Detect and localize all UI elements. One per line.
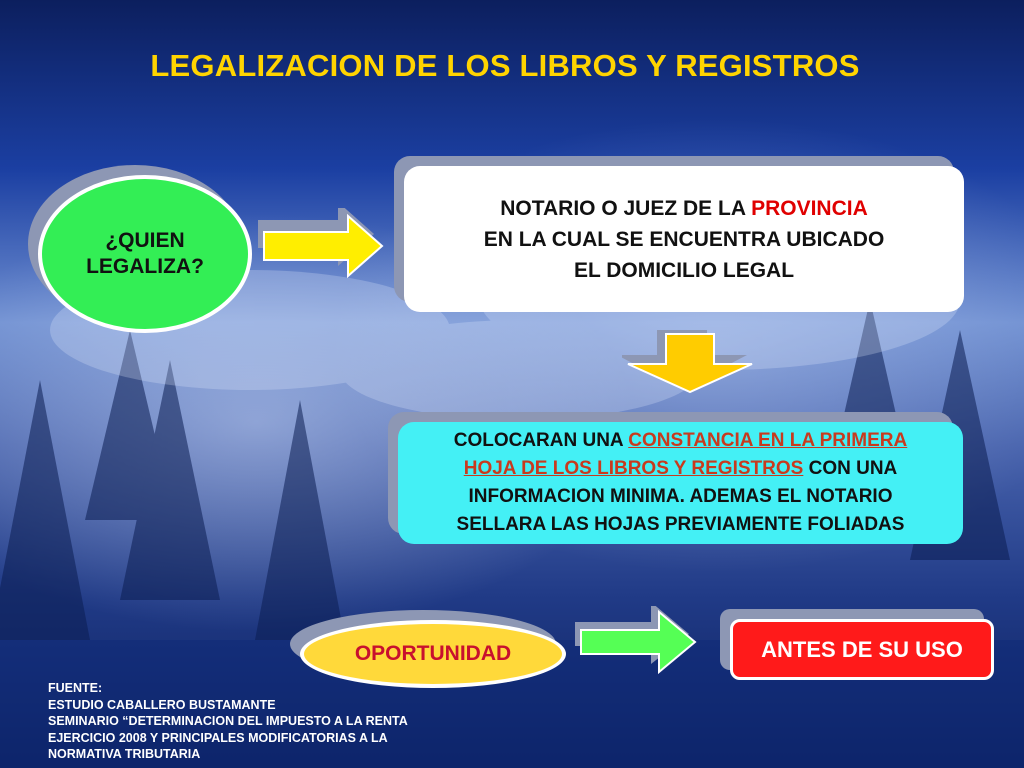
arrow-right-icon — [258, 208, 386, 278]
source-note — [48, 680, 408, 763]
constancia-box — [398, 422, 963, 544]
source-line-1: FUENTE: — [48, 681, 103, 695]
constancia-underline-1: CONSTANCIA EN LA PRIMERA — [628, 430, 908, 451]
constancia-line-4: SELLARA LAS HOJAS PREVIAMENTE FOLIADAS — [456, 514, 905, 535]
source-line-3: SEMINARIO “DETERMINACION DEL IMPUESTO A LA RENTA — [48, 714, 408, 728]
antes-label: ANTES DE SU USO — [761, 636, 963, 662]
constancia-line-2 — [398, 455, 963, 483]
oportunidad-ellipse — [300, 620, 566, 688]
notario-line-2: EN LA CUAL SE ENCUENTRA UBICADO — [483, 227, 885, 251]
quien-legaliza-ellipse — [38, 175, 252, 333]
quien-line-2: LEGALIZA? — [86, 255, 204, 278]
arrow-down-icon — [622, 330, 756, 394]
notario-box — [404, 166, 964, 312]
notario-line-1-text: NOTARIO O JUEZ DE LA — [500, 196, 752, 220]
notario-line-1 — [404, 193, 964, 224]
page-title: LEGALIZACION DE LOS LIBROS Y REGISTROS — [150, 48, 860, 83]
source-line-2: ESTUDIO CABALLERO BUSTAMANTE — [48, 697, 276, 712]
antes-de-su-uso-box — [730, 619, 994, 680]
arrow-right-green-icon — [575, 606, 699, 674]
constancia-line-3: INFORMACION MINIMA. ADEMAS EL NOTARIO — [468, 486, 893, 507]
constancia-line-2-text: CON UNA — [803, 458, 898, 479]
source-line-4: EJERCICIO 2008 Y PRINCIPALES MODIFICATORIAS A LA — [48, 730, 388, 745]
constancia-line-1-text: COLOCARAN UNA — [453, 430, 629, 451]
notario-line-3: EL DOMICILIO LEGAL — [573, 258, 795, 282]
constancia-line-1 — [398, 427, 963, 455]
oportunidad-label: OPORTUNIDAD — [354, 642, 512, 665]
quien-line-1: ¿QUIEN — [105, 229, 185, 252]
source-line-5: NORMATIVA TRIBUTARIA — [48, 747, 201, 761]
constancia-underline-2: HOJA DE LOS LIBROS Y REGISTROS — [463, 458, 804, 479]
provincia-highlight: PROVINCIA — [751, 196, 868, 220]
